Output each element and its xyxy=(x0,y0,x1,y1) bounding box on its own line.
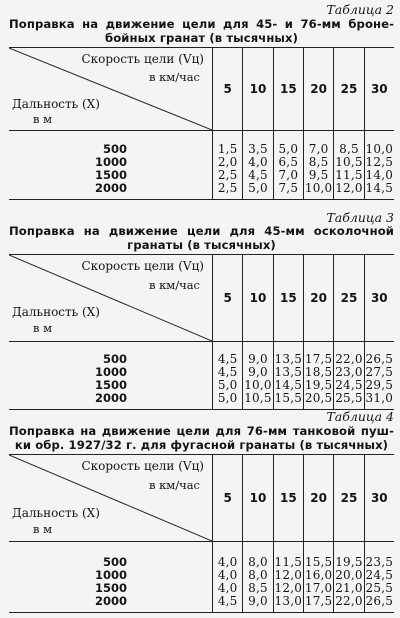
value-column xyxy=(242,342,272,409)
speed-unit: в км/час xyxy=(148,478,200,492)
distance-unit: в м xyxy=(33,321,53,335)
cell: 9,0 xyxy=(248,365,268,379)
range-value: 2000 xyxy=(94,391,127,405)
speed-value: 30 xyxy=(364,255,394,341)
cell: 12,0 xyxy=(274,568,303,582)
speed-value: 30 xyxy=(364,455,394,541)
cell: 5,0 xyxy=(248,181,268,195)
cell: 10,5 xyxy=(244,391,272,405)
table-3-speed-row xyxy=(212,255,394,341)
cell: 26,5 xyxy=(365,594,394,608)
distance-header: Дальность (X) xyxy=(12,506,100,520)
cell: 31,0 xyxy=(365,391,394,405)
cell: 22,0 xyxy=(335,352,363,366)
cell: 9,0 xyxy=(248,594,268,608)
cell: 11,5 xyxy=(335,168,363,182)
range-value: 1000 xyxy=(94,568,127,582)
cell: 4,0 xyxy=(248,155,268,169)
speed-value: 20 xyxy=(303,255,333,341)
speed-header: Скорость цели (Vц) xyxy=(81,52,204,66)
value-column xyxy=(364,542,394,612)
speed-header: Скорость цели (Vц) xyxy=(81,259,204,273)
speed-unit: в км/час xyxy=(148,70,200,84)
table-4-columns xyxy=(212,542,394,612)
table-3-ranges xyxy=(9,353,212,405)
cell: 26,5 xyxy=(365,352,394,366)
value-column xyxy=(212,542,242,612)
range-value: 500 xyxy=(102,352,127,366)
cell: 10,0 xyxy=(244,378,272,392)
range-value: 1000 xyxy=(94,155,127,169)
value-column xyxy=(333,542,363,612)
cell: 8,5 xyxy=(339,142,359,156)
value-column xyxy=(212,342,242,409)
table-4-corner-cell xyxy=(9,455,212,541)
value-column xyxy=(303,542,333,612)
cell: 10,0 xyxy=(304,181,333,195)
cell: 6,5 xyxy=(278,155,299,169)
cell: 27,5 xyxy=(365,365,394,379)
cell: 22,0 xyxy=(335,594,363,608)
table-4-title-line1: Поправка на движение цели для 76-мм танковой пуш- xyxy=(9,424,394,438)
cell: 4,0 xyxy=(217,555,238,569)
value-column xyxy=(303,131,333,199)
cell: 17,0 xyxy=(304,581,333,595)
cell: 8,0 xyxy=(248,555,268,569)
cell: 1,5 xyxy=(217,142,238,156)
cell: 4,0 xyxy=(217,568,238,582)
speed-value: 15 xyxy=(273,255,303,341)
cell: 9,0 xyxy=(248,352,268,366)
table-3-title-line2: гранаты (в тысячных) xyxy=(127,238,276,252)
cell: 13,5 xyxy=(274,352,303,366)
cell: 13,0 xyxy=(274,594,303,608)
cell: 25,5 xyxy=(365,581,394,595)
table-4-ranges xyxy=(9,556,212,608)
cell: 5,0 xyxy=(217,378,238,392)
cell: 20,0 xyxy=(335,568,363,582)
speed-value: 30 xyxy=(364,48,394,130)
value-column xyxy=(333,131,363,199)
table-2-title xyxy=(9,17,394,45)
value-column xyxy=(273,131,303,199)
cell: 9,5 xyxy=(308,168,329,182)
speed-value: 5 xyxy=(212,48,242,130)
speed-value: 20 xyxy=(303,455,333,541)
cell: 14,5 xyxy=(274,378,303,392)
table-3-columns xyxy=(212,342,394,409)
speed-value: 15 xyxy=(273,48,303,130)
cell: 4,5 xyxy=(217,352,238,366)
speed-value: 5 xyxy=(212,255,242,341)
cell: 8,0 xyxy=(248,568,268,582)
value-column xyxy=(333,342,363,409)
table-2-body xyxy=(9,131,394,199)
table-2-columns xyxy=(212,131,394,199)
cell: 8,5 xyxy=(308,155,329,169)
cell: 8,5 xyxy=(248,581,268,595)
cell: 24,5 xyxy=(365,568,394,582)
distance-unit: в м xyxy=(33,522,53,536)
cell: 7,5 xyxy=(278,181,299,195)
range-value: 1500 xyxy=(94,378,127,392)
speed-header: Скорость цели (Vц) xyxy=(81,459,204,473)
cell: 25,5 xyxy=(335,391,363,405)
value-column xyxy=(273,542,303,612)
cell: 2,5 xyxy=(217,181,238,195)
table-2-title-line2: бойных гранат (в тысячных) xyxy=(105,31,298,45)
table-2-corner-cell xyxy=(9,48,212,130)
cell: 5,0 xyxy=(278,142,299,156)
speed-value: 25 xyxy=(333,255,363,341)
cell: 4,5 xyxy=(217,365,238,379)
cell: 16,0 xyxy=(304,568,333,582)
speed-value: 5 xyxy=(212,455,242,541)
value-column xyxy=(364,131,394,199)
table-4-title xyxy=(9,424,394,452)
cell: 4,5 xyxy=(217,594,238,608)
speed-value: 10 xyxy=(242,455,272,541)
value-column xyxy=(303,342,333,409)
cell: 24,5 xyxy=(335,378,363,392)
table-2-ranges xyxy=(9,143,212,195)
table-4-speed-row xyxy=(212,455,394,541)
distance-header: Дальность (X) xyxy=(12,305,100,319)
value-column xyxy=(364,342,394,409)
range-value: 1500 xyxy=(94,168,127,182)
cell: 12,5 xyxy=(365,155,394,169)
cell: 23,5 xyxy=(365,555,394,569)
cell: 19,5 xyxy=(304,378,333,392)
speed-value: 20 xyxy=(303,48,333,130)
range-value: 500 xyxy=(102,142,127,156)
cell: 10,5 xyxy=(335,155,363,169)
cell: 13,5 xyxy=(274,365,303,379)
value-column xyxy=(242,131,272,199)
table-2-header xyxy=(9,48,394,131)
speed-value: 10 xyxy=(242,255,272,341)
cell: 17,5 xyxy=(304,594,333,608)
cell: 3,5 xyxy=(248,142,268,156)
cell: 14,5 xyxy=(365,181,394,195)
table-4-title-line2: ки обр. 1927/32 г. для фугасной гранаты (в тысячных) xyxy=(14,438,389,452)
cell: 7,0 xyxy=(278,168,299,182)
cell: 17,5 xyxy=(304,352,333,366)
cell: 14,0 xyxy=(365,168,394,182)
value-column xyxy=(273,342,303,409)
speed-value: 25 xyxy=(333,48,363,130)
table-4 xyxy=(9,454,394,613)
range-value: 500 xyxy=(102,555,127,569)
cell: 2,0 xyxy=(217,155,238,169)
cell: 15,5 xyxy=(274,391,303,405)
range-value: 2000 xyxy=(94,181,127,195)
cell: 15,5 xyxy=(304,555,333,569)
value-column xyxy=(212,131,242,199)
table-3-body xyxy=(9,342,394,409)
range-value: 1500 xyxy=(94,581,127,595)
cell: 7,0 xyxy=(308,142,329,156)
cell: 11,5 xyxy=(274,555,303,569)
cell: 5,0 xyxy=(217,391,238,405)
table-2-title-line1: Поправка на движение цели для 45- и 76-мм броне- xyxy=(9,17,394,31)
table-3-header xyxy=(9,255,394,342)
table-4-header xyxy=(9,455,394,542)
table-4-label: Таблица 4 xyxy=(326,409,394,424)
value-column xyxy=(242,542,272,612)
cell: 12,0 xyxy=(274,581,303,595)
table-3 xyxy=(9,254,394,410)
table-2 xyxy=(9,47,394,200)
range-value: 1000 xyxy=(94,365,127,379)
cell: 12,0 xyxy=(335,181,363,195)
range-value: 2000 xyxy=(94,594,127,608)
cell: 2,5 xyxy=(217,168,238,182)
speed-value: 10 xyxy=(242,48,272,130)
cell: 10,0 xyxy=(365,142,394,156)
speed-value: 15 xyxy=(273,455,303,541)
distance-unit: в м xyxy=(33,112,53,126)
cell: 18,5 xyxy=(304,365,333,379)
cell: 19,5 xyxy=(335,555,363,569)
cell: 4,0 xyxy=(217,581,238,595)
cell: 20,5 xyxy=(304,391,333,405)
table-3-title xyxy=(9,224,394,252)
cell: 21,0 xyxy=(335,581,363,595)
table-4-body xyxy=(9,542,394,612)
cell: 23,0 xyxy=(335,365,363,379)
cell: 29,5 xyxy=(365,378,394,392)
table-2-speed-row xyxy=(212,48,394,130)
cell: 4,5 xyxy=(248,168,268,182)
distance-header: Дальность (X) xyxy=(12,97,100,111)
table-3-title-line1: Поправка на движение цели для 45-мм осколочной xyxy=(9,224,394,238)
table-3-label: Таблица 3 xyxy=(326,210,394,225)
speed-unit: в км/час xyxy=(148,278,200,292)
table-3-corner-cell xyxy=(9,255,212,341)
speed-value: 25 xyxy=(333,455,363,541)
table-2-label: Таблица 2 xyxy=(326,2,394,17)
